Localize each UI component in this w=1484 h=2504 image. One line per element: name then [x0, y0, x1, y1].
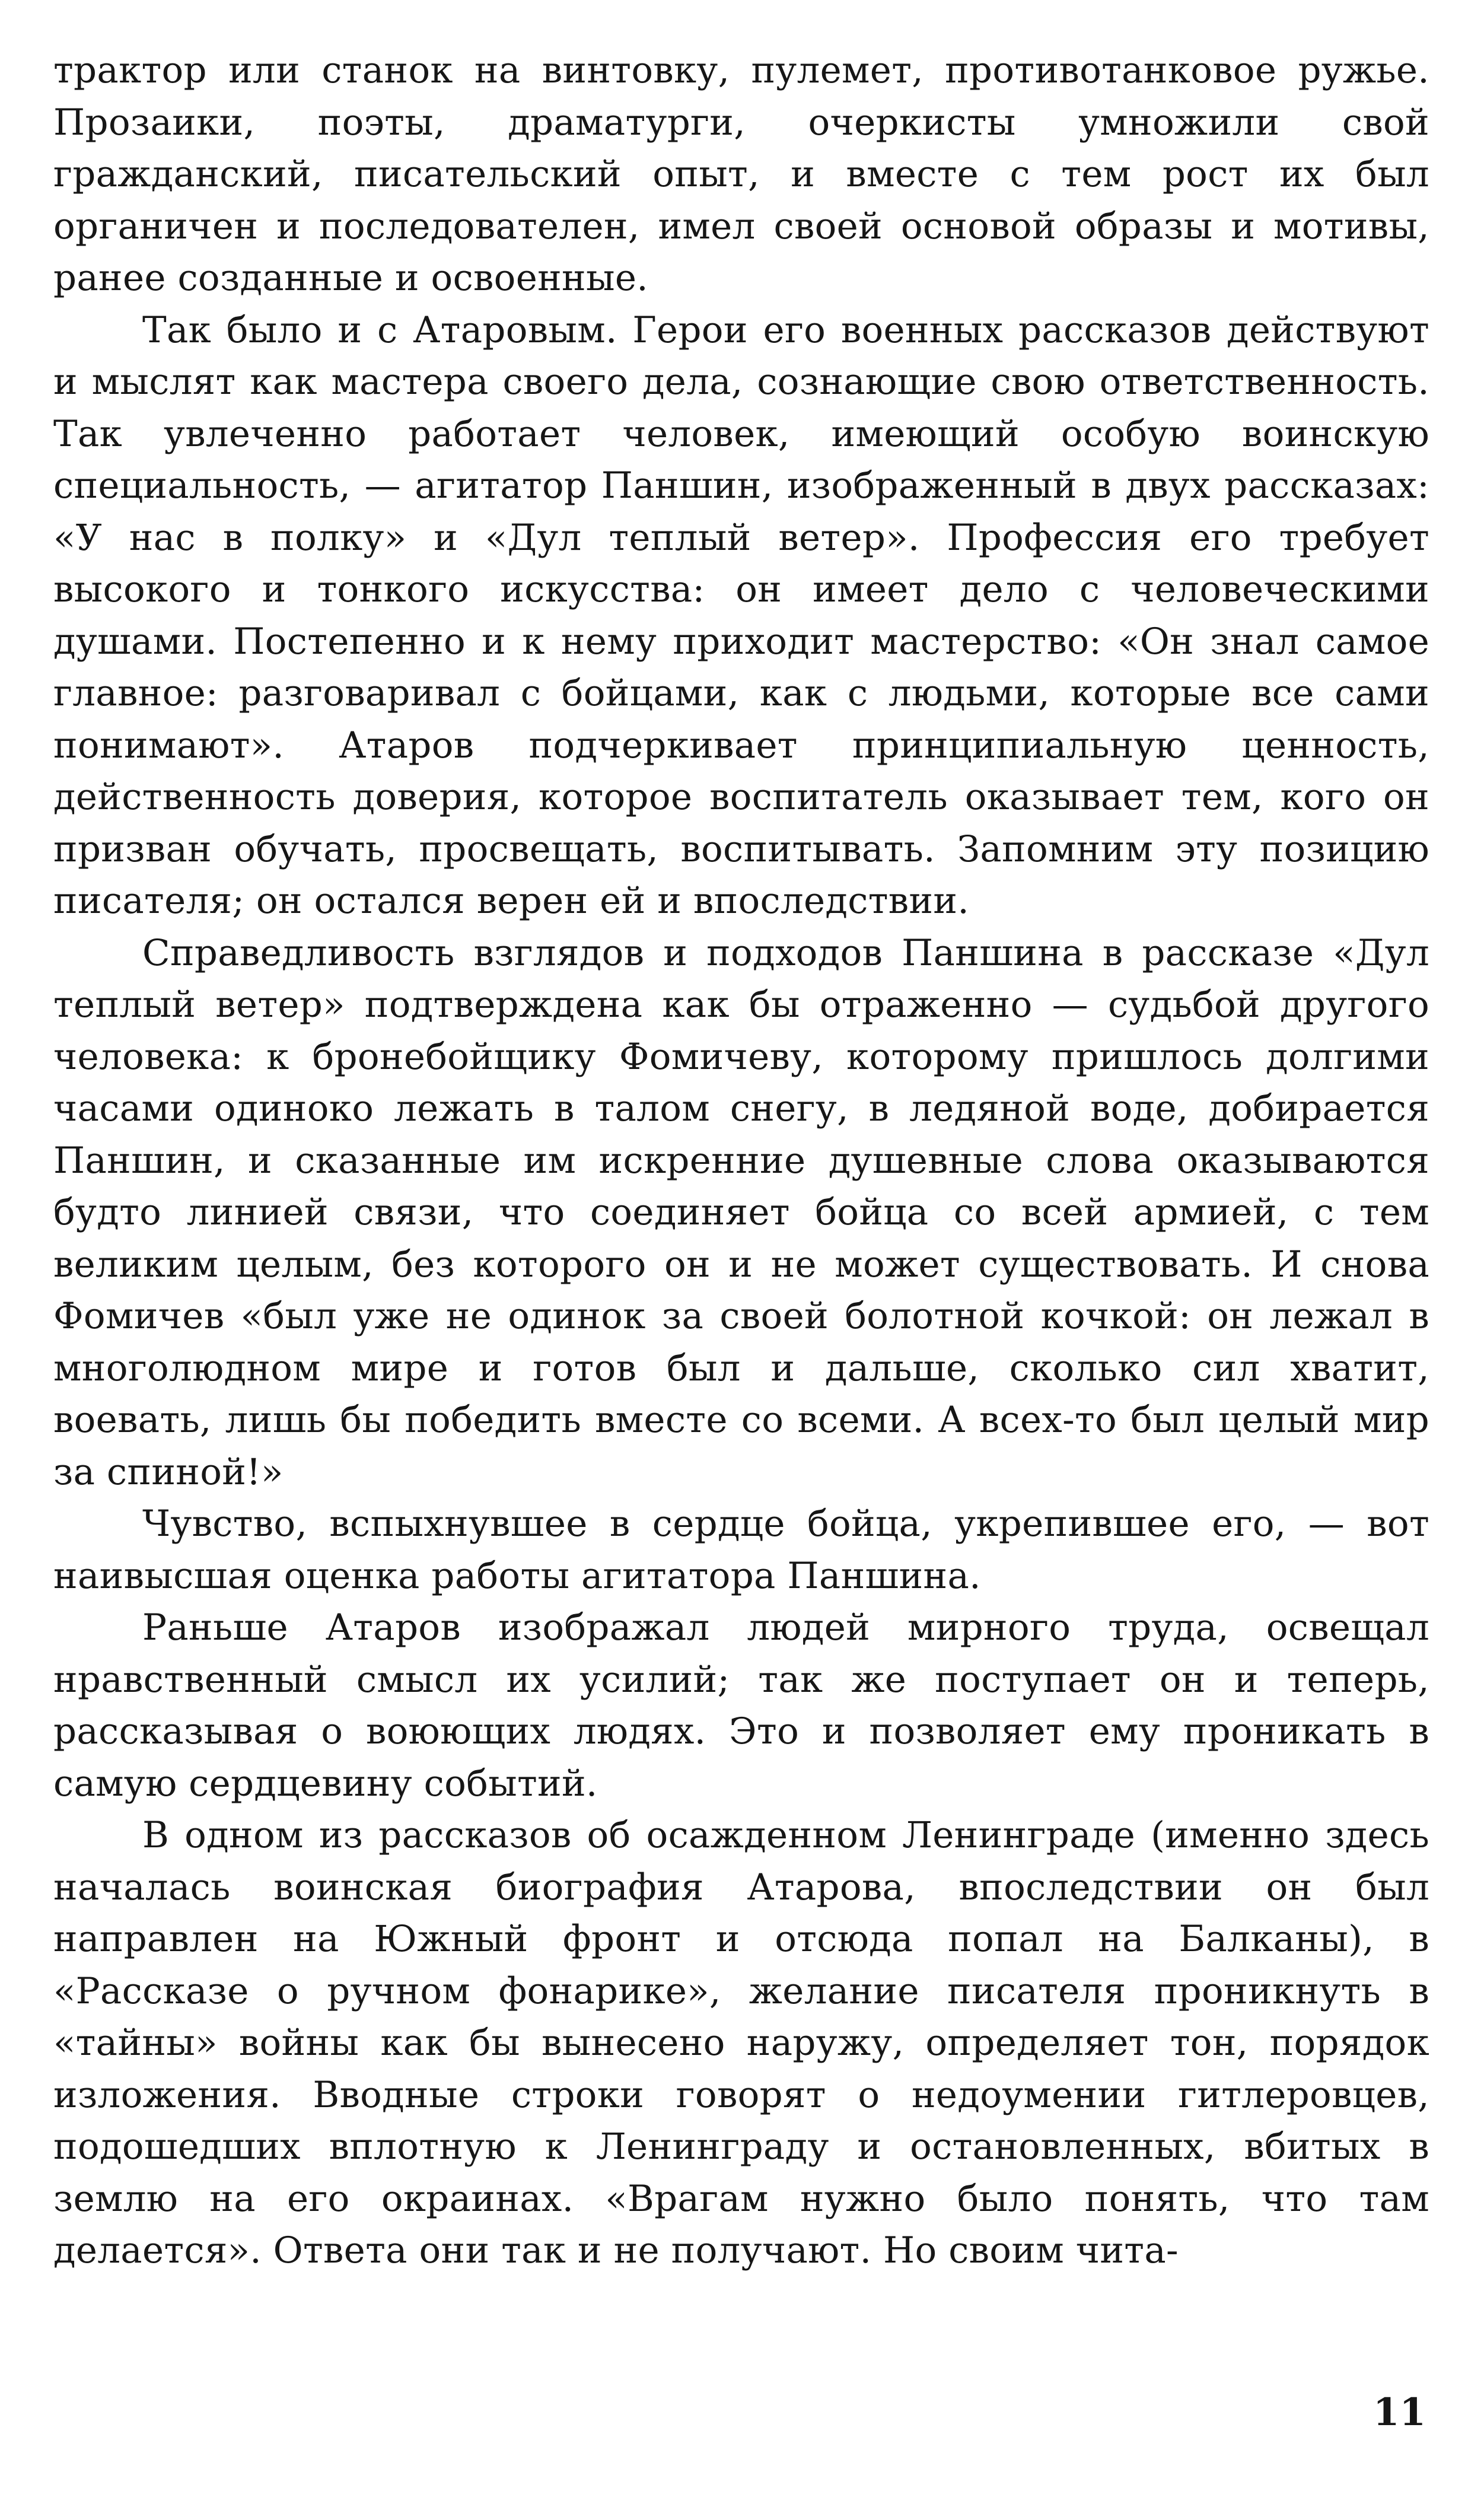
page-number: 11	[1372, 2390, 1426, 2435]
paragraph-5: Раньше Атаров изображал людей мирного труда, освещал нравственный смысл их усилий; так же поступает он и теперь, рассказывая о воюющих людях. Это и позволяет ему проникать в самую сердцевину событий.	[53, 1606, 1429, 1805]
paragraph-1: трактор или станок на винтовку, пулемет, противотанковое ружье. Прозаики, поэты, драматурги, очеркисты умножили свой гражданский, писательский опыт, и вместе с тем рост их был органичен и последователен, имел своей основой образы и мотивы, ранее созданные и освоенные.	[53, 49, 1429, 299]
paragraph-6: В одном из рассказов об осажденном Ленинграде (именно здесь началась воинская биография Атарова, впоследствии он был направлен на Южный фронт и отсюда попал на Балканы), в «Рассказе о ручном фонарике», желание писателя проникнуть в «тайны» войны как бы вынесено наружу, определяет тон, порядок изложения. Вводные строки говорят о недоумении гитлеровцев, подошедших вплотную к Ленинграду и остановленных, вбитых в землю на его окраинах. «Врагам нужно было понять, что там делается». Ответа они так и не получают. Но своим чита-	[53, 1814, 1429, 2271]
paragraph-2: Так было и с Атаровым. Герои его военных рассказов действуют и мыслят как мастера своего дела, сознающие свою ответственность. Так увлеченно работает человек, имеющий особую воинскую специальность, — агитатор Паншин, изображенный в двух рассказах: «У нас в полку» и «Дул теплый ветер». Профессия его требует высокого и тонкого искусства: он имеет дело с человеческими душами. Постепенно и к нему приходит мастерство: «Он знал самое главное: разговаривал с бойцами, как с людьми, которые все сами понимают». Атаров подчеркивает принципиальную ценность, действенность доверия, которое воспитатель оказывает тем, кого он призван обучать, просвещать, воспитывать. Запомним эту позицию писателя; он остался верен ей и впоследствии.	[53, 308, 1429, 922]
body-text	[53, 44, 1429, 2277]
paragraph-4: Чувство, вспыхнувшее в сердце бойца, укрепившее его, — вот наивысшая оценка работы агитатора Паншина.	[53, 1503, 1429, 1597]
book-page	[53, 44, 1429, 2465]
paragraph-3: Справедливость взглядов и подходов Паншина в рассказе «Дул теплый ветер» подтверждена как бы отраженно — судьбой другого человека: к бронебойщику Фомичеву, которому пришлось долгими часами одиноко лежать в талом снегу, в ледяной воде, добирается Паншин, и сказанные им искренние душевные слова оказываются будто линией связи, что соединяет бойца со всей армией, с тем великим целым, без которого он и не может существовать. И снова Фомичев «был уже не одинок за своей болотной кочкой: он лежал в многолюдном мире и готов был и дальше, сколько сил хватит, воевать, лишь бы победить вместе со всеми. А всех-то был целый мир за спиной!»	[53, 931, 1429, 1493]
